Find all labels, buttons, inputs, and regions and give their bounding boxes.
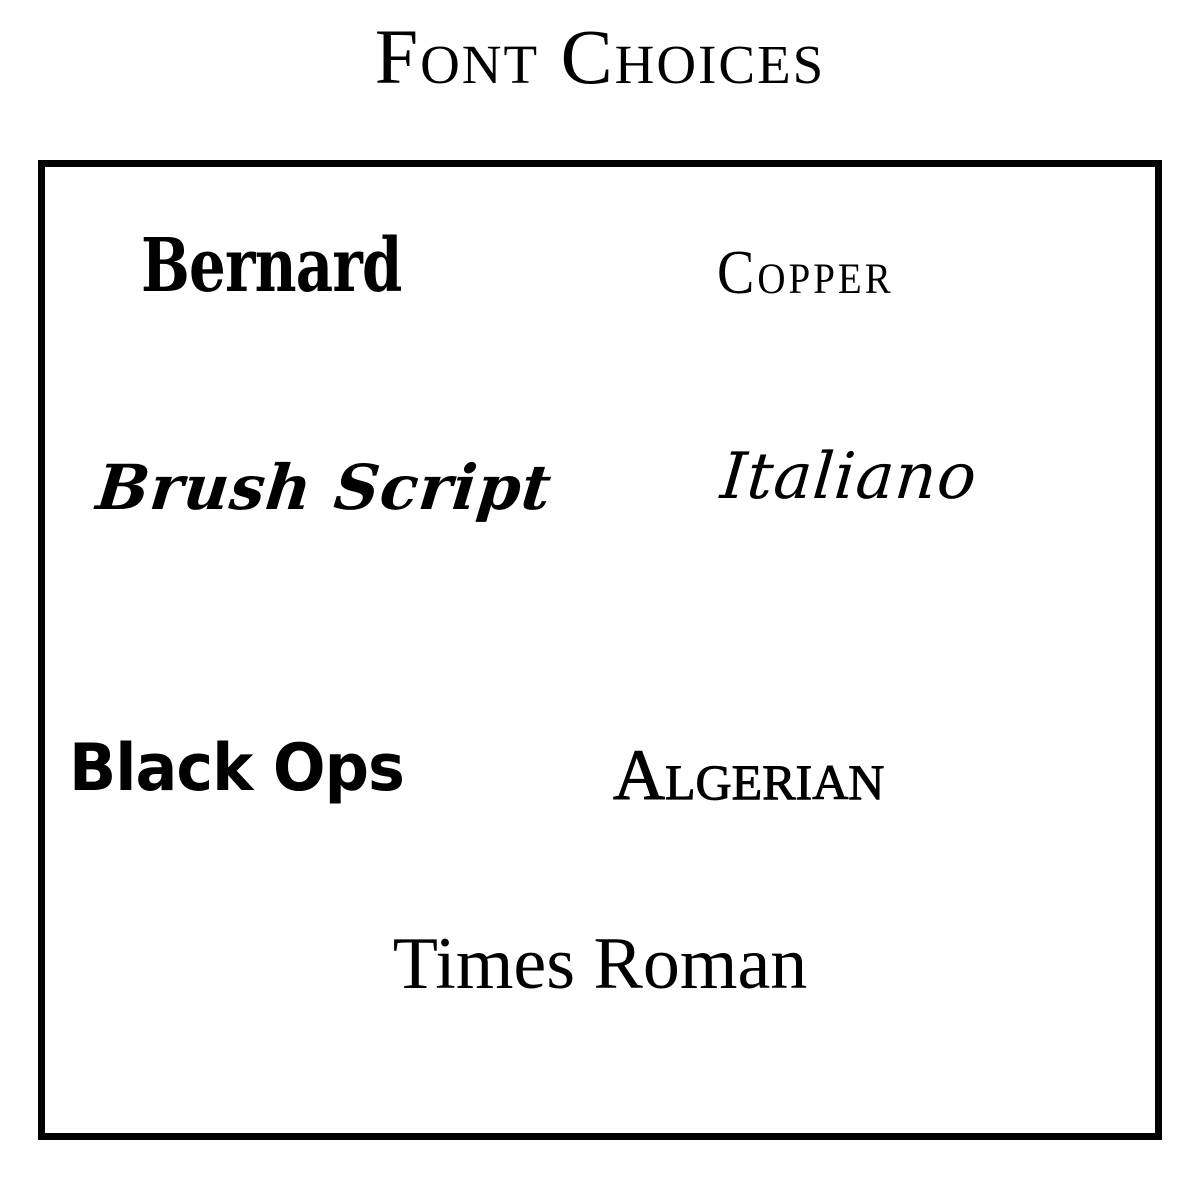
font-sample-algerian[interactable]: Algerian xyxy=(613,735,885,815)
font-sample-list xyxy=(45,167,1155,1133)
font-sample-black-ops[interactable]: Black Ops xyxy=(69,729,404,806)
font-sample-italiano[interactable]: Italiano xyxy=(717,440,981,514)
font-sample-copper[interactable]: Copper xyxy=(717,238,894,308)
font-sample-brush-script[interactable]: Brush Script xyxy=(93,451,556,524)
samples-frame xyxy=(38,160,1162,1140)
font-sample-bernard[interactable]: Bernard xyxy=(141,223,402,309)
page-title: Font Choices xyxy=(374,13,826,100)
font-sample-times-roman[interactable]: Times Roman xyxy=(392,923,808,1005)
